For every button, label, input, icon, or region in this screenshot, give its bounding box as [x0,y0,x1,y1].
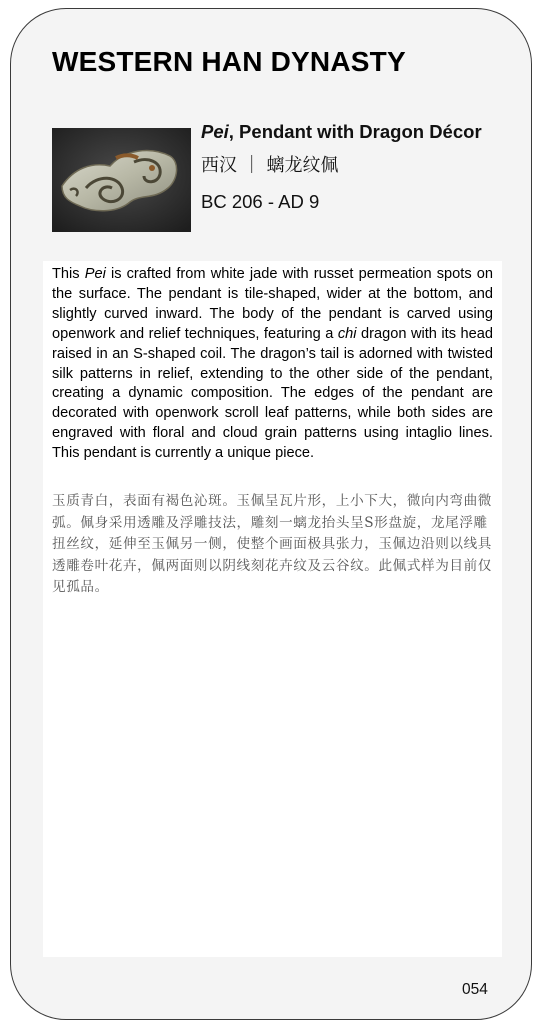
description-panel [43,261,502,957]
artwork-title-italic: Pei [201,121,229,142]
pendant-illustration [52,128,191,232]
jade-dragon-pendant-image [52,128,191,232]
page-title: WESTERN HAN DYNASTY [52,46,406,77]
artwork-info [201,119,501,215]
artwork-date: BC 206 - AD 9 [201,191,320,212]
description-en-part-1: This [52,266,85,282]
description-en-pei: Pei [84,266,106,282]
artwork-title [201,119,501,144]
description-english [52,265,493,464]
artwork-title-rest: , Pendant with Dragon Décor [228,121,482,142]
artwork-chinese-title: 西汉 ｜ 螭龙纹佩 [201,155,339,176]
description-chinese: 玉质青白，表面有褐色沁斑。玉佩呈瓦片形，上小下大，微向内弯曲微弧。佩身采用透雕及浮雕技法，雕刻一螭龙抬头呈S形盘旋，龙尾浮雕扭丝纹，延伸至玉佩另一侧，使整个画面极具张力，玉佩边沿则以线具透雕卷叶花卉，佩两面则以阴线刻花卉纹及云谷纹。此佩式样为目前仅见孤品。 [52,493,493,596]
page-number: 054 [462,981,488,998]
description-en-part-5: dragon with its head raised in an S-shaped coil. The dragon’s tail is adorned with twisted silk patterns in relief, extending to the other side of the pendant, creating a dynamic composition. The edges of the pendant are decorated with openwork scroll leaf patterns, while both sides are engraved with floral and cloud grain patterns using intaglio lines. This pendant is currently a unique piece. [52,325,493,462]
description-en-part-3: is crafted from white jade with russet permeation spots on the surface. The pendant is tile-shaped, wider at the bottom, and slightly curved inward. The body of the pendant is carved using openwork and relief techniques, featuring a [52,266,494,342]
description-en-chi: chi [337,325,357,342]
